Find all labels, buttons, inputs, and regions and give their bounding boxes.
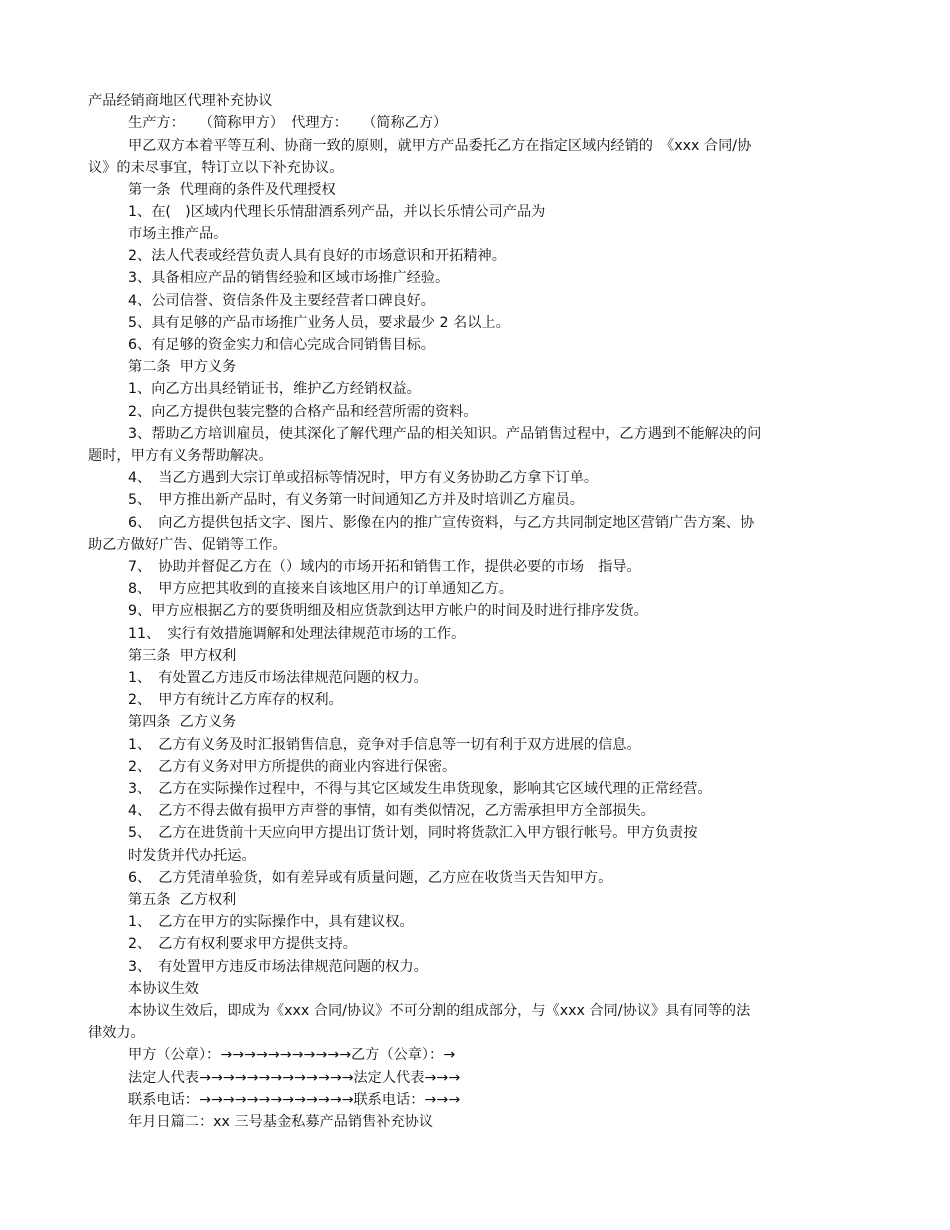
signature-line: 联系电话：→→→→→→→→→→→→→联系电话：→→→	[128, 1092, 461, 1108]
clause-line: 6、有足够的资金实力和信心完成合同销售目标。	[128, 337, 435, 353]
preamble-line: 甲乙双方本着平等互利、协商一致的原则，就甲方产品委托乙方在指定区域内经销的 《xxx 合同/协	[128, 138, 752, 154]
signature-line: 甲方（公章）：→→→→→→→→→→→乙方（公章）：→	[128, 1047, 456, 1063]
clause-line: 11、 实行有效措施调解和处理法律规范市场的工作。	[128, 626, 466, 642]
article-heading: 第五条 乙方权利	[128, 892, 237, 908]
clause-line: 3、帮助乙方培训雇员，使其深化了解代理产品的相关知识。产品销售过程中，乙方遇到不能解决的问	[128, 426, 762, 442]
clause-line: 9、甲方应根据乙方的要货明细及相应货款到达甲方帐户的时间及时进行排序发货。	[128, 603, 648, 619]
clause-line: 3、 乙方在实际操作过程中，不得与其它区域发生串货现象，影响其它区域代理的正常经营。	[128, 781, 712, 797]
clause-line: 1、 乙方有义务及时汇报销售信息，竞争对手信息等一切有利于双方进展的信息。	[128, 737, 641, 753]
parties-line: 生产方： （简称甲方） 代理方： （简称乙方）	[128, 115, 448, 131]
clause-line: 1、 有处置乙方违反市场法律规范问题的权力。	[128, 670, 428, 686]
clause-line: 2、 甲方有统计乙方库存的权利。	[128, 692, 343, 708]
clause-line: 4、公司信誉、资信条件及主要经营者口碑良好。	[128, 293, 435, 309]
article-heading: 第二条 甲方义务	[128, 359, 237, 375]
clause-line: 8、 甲方应把其收到的直接来自该地区用户的订单通知乙方。	[128, 581, 513, 597]
article-heading: 第三条 甲方权利	[128, 648, 237, 664]
clause-line: 6、 乙方凭清单验货，如有差异或有质量问题，乙方应在收货当天告知甲方。	[128, 870, 613, 886]
clause-line: 2、 乙方有权利要求甲方提供支持。	[128, 936, 357, 952]
clause-line: 市场主推产品。	[128, 226, 228, 242]
clause-line: 题时，甲方有义务帮助解决。	[88, 448, 273, 464]
clause-line: 1、在( )区域内代理长乐情甜酒系列产品，并以长乐情公司产品为	[128, 204, 546, 220]
article-heading: 第四条 乙方义务	[128, 714, 237, 730]
clause-line: 7、 协助并督促乙方在（）域内的市场开拓和销售工作，提供必要的市场 指导。	[128, 559, 641, 575]
effect-line: 律效力。	[88, 1025, 145, 1041]
clause-line: 4、 当乙方遇到大宗订单或招标等情况时，甲方有义务协助乙方拿下订单。	[128, 470, 599, 486]
signature-line: 法定人代表→→→→→→→→→→→→→法定人代表→→→	[128, 1070, 461, 1086]
footer-line: 年月日篇二：xx 三号基金私募产品销售补充协议	[128, 1114, 434, 1130]
document-title: 产品经销商地区代理补充协议	[88, 93, 273, 109]
effect-line: 本协议生效后，即成为《xxx 合同/协议》不可分割的组成部分，与《xxx 合同/协议》具有同等的法	[128, 1003, 751, 1019]
effect-heading: 本协议生效	[128, 981, 199, 997]
clause-line: 6、 向乙方提供包括文字、图片、影像在内的推广宣传资料，与乙方共同制定地区营销广告方案、协	[128, 515, 755, 531]
clause-line: 2、法人代表或经营负责人具有良好的市场意识和开拓精神。	[128, 248, 506, 264]
clause-line: 1、向乙方出具经销证书，维护乙方经销权益。	[128, 381, 421, 397]
clause-line: 2、 乙方有义务对甲方所提供的商业内容进行保密。	[128, 759, 457, 775]
clause-line: 3、 有处置甲方违反市场法律规范问题的权力。	[128, 959, 428, 975]
clause-line: 4、 乙方不得去做有损甲方声誉的事情，如有类似情况，乙方需承担甲方全部损失。	[128, 803, 655, 819]
clause-line: 5、 甲方推出新产品时，有义务第一时间通知乙方并及时培训乙方雇员。	[128, 492, 584, 508]
article-heading: 第一条 代理商的条件及代理授权	[128, 182, 336, 198]
clause-line: 3、具备相应产品的销售经验和区域市场推广经验。	[128, 270, 450, 286]
clause-line: 2、向乙方提供包装完整的合格产品和经营所需的资料。	[128, 404, 478, 420]
clause-line: 5、 乙方在进货前十天应向甲方提出订货计划，同时将货款汇入甲方银行帐号。甲方负责按	[128, 825, 698, 841]
clause-line: 1、 乙方在甲方的实际操作中，具有建议权。	[128, 914, 414, 930]
clause-line: 助乙方做好广告、促销等工作。	[88, 537, 287, 553]
clause-line: 时发货并代办托运。	[128, 848, 256, 864]
clause-line: 5、具有足够的产品市场推广业务人员，要求最少 2 名以上。	[128, 315, 510, 331]
preamble-line: 议》的未尽事宜，特订立以下补充协议。	[88, 160, 344, 176]
